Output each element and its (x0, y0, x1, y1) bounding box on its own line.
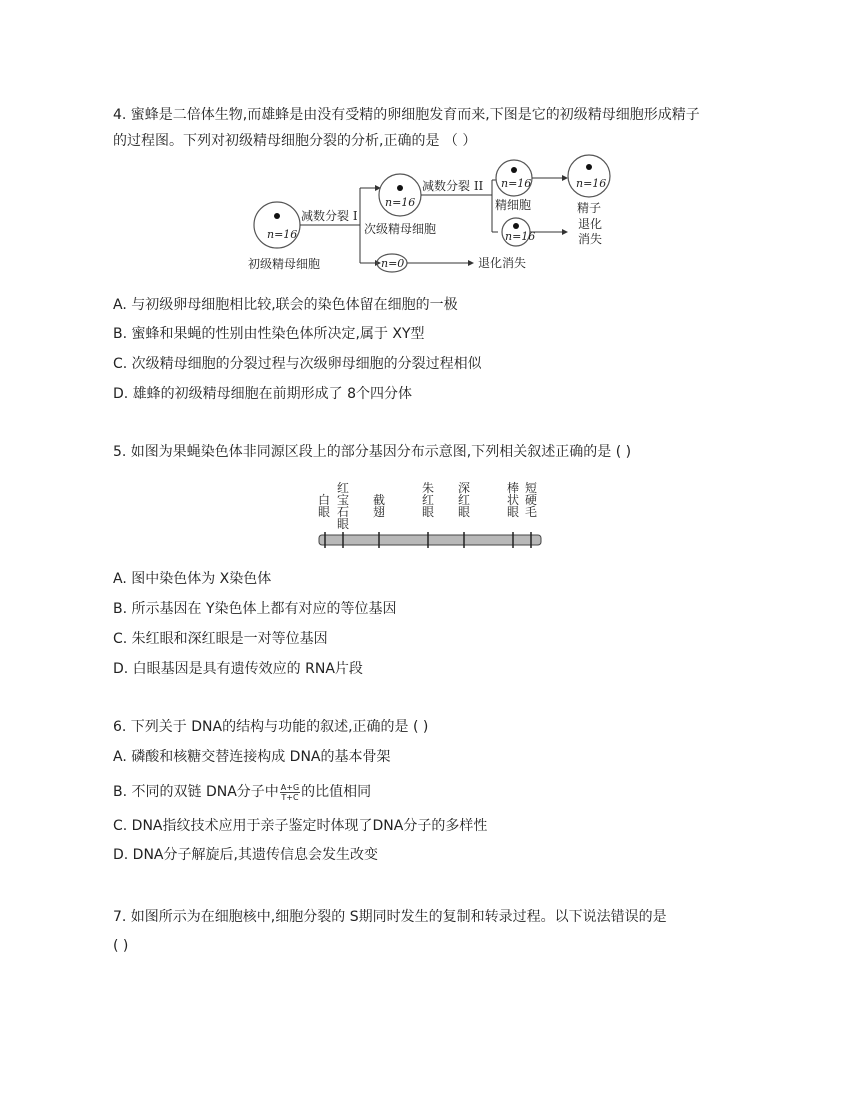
q4-option-a: A. 与初级卵母细胞相比较,联会的染色体留在细胞的一极 (113, 297, 458, 313)
gene-label-short-bristle: 短 硬 毛 (524, 481, 537, 519)
q4-stem-line1: 4. 蜜蜂是二倍体生物,而雄蜂是由没有受精的卵细胞发育而来,下图是它的初级精母细胞形成精子 (113, 107, 700, 123)
q6-stem: 6. 下列关于 DNA的结构与功能的叙述,正确的是 ( ) (113, 719, 429, 735)
fraction-numerator: A+G (280, 782, 300, 792)
chromosome-diagram (310, 474, 550, 554)
q7-stem-line1: 7. 如图所示为在细胞核中,细胞分裂的 S期同时发生的复制和转录过程。以下说法错误的是 (113, 909, 667, 925)
meiosis-diagram (240, 150, 620, 280)
q5-option-d: D. 白眼基因是具有遗传效应的 RNA片段 (113, 661, 363, 677)
division2-label: 减数分裂 II (422, 179, 484, 193)
empty-fate: 退化消失 (478, 256, 527, 270)
gene-label-cut-wing: 截 翅 (372, 493, 385, 519)
q5-option-c: C. 朱红眼和深红眼是一对等位基因 (113, 631, 328, 647)
sperm-cell (568, 155, 610, 197)
sperm-n: n=16 (576, 177, 607, 190)
division1-label: 减数分裂 I (301, 209, 358, 223)
q4-option-b: B. 蜜蜂和果蝇的性别由性染色体所决定,属于 XY型 (113, 326, 425, 342)
gene-label-vermilion-eye: 朱 红 眼 (421, 481, 434, 519)
q5-option-b: B. 所示基因在 Y染色体上都有对应的等位基因 (113, 601, 397, 617)
q6-option-b (113, 782, 371, 802)
q6-option-c: C. DNA指纹技术应用于亲子鉴定时体现了DNA分子的多样性 (113, 818, 488, 834)
q4-option-c: C. 次级精母细胞的分裂过程与次级卵母细胞的分裂过程相似 (113, 356, 482, 372)
q6-option-b-post: 的比值相同 (301, 784, 372, 800)
sperm-label: 精子 (577, 201, 602, 215)
secondary-cell (379, 174, 421, 216)
fraction-denominator: T+C (281, 792, 299, 802)
primary-n: n=16 (267, 228, 298, 241)
secondary-n: n=16 (385, 196, 416, 209)
degen-label-2: 消失 (578, 232, 603, 246)
q7-stem-line2: ( ) (113, 938, 129, 954)
gene-label-ruby-eye: 红 宝 石 眼 (336, 481, 349, 531)
q5-stem: 5. 如图为果蝇染色体非同源区段上的部分基因分布示意图,下列相关叙述正确的是 ( ) (113, 444, 632, 460)
spermatid-n: n=16 (501, 177, 532, 190)
ratio-fraction (280, 783, 300, 802)
gene-label-bar-eye: 棒 状 眼 (506, 481, 519, 519)
q6-option-a: A. 磷酸和核糖交替连接构成 DNA的基本骨架 (113, 749, 391, 765)
gene-label-white-eye: 白 眼 (317, 493, 330, 519)
chromosome-bar (310, 532, 550, 548)
gene-label-carmine-eye: 深 红 眼 (457, 481, 470, 519)
degen-label-1: 退化 (578, 217, 603, 231)
q4-option-d: D. 雄蜂的初级精母细胞在前期形成了 8个四分体 (113, 386, 413, 402)
q5-option-a: A. 图中染色体为 X染色体 (113, 571, 272, 587)
secondary-label: 次级精母细胞 (364, 222, 437, 236)
degen-n: n=16 (505, 230, 536, 243)
q6-option-d: D. DNA分子解旋后,其遗传信息会发生改变 (113, 847, 378, 863)
primary-cell (254, 202, 300, 248)
primary-label: 初级精母细胞 (248, 257, 321, 271)
q6-option-b-pre: B. 不同的双链 DNA分子中 (113, 784, 279, 800)
empty-n: n=0 (381, 257, 405, 270)
q4-stem-line2: 的过程图。下列对初级精母细胞分裂的分析,正确的是 （ ） (113, 133, 477, 149)
spermatid-label: 精细胞 (495, 198, 532, 212)
